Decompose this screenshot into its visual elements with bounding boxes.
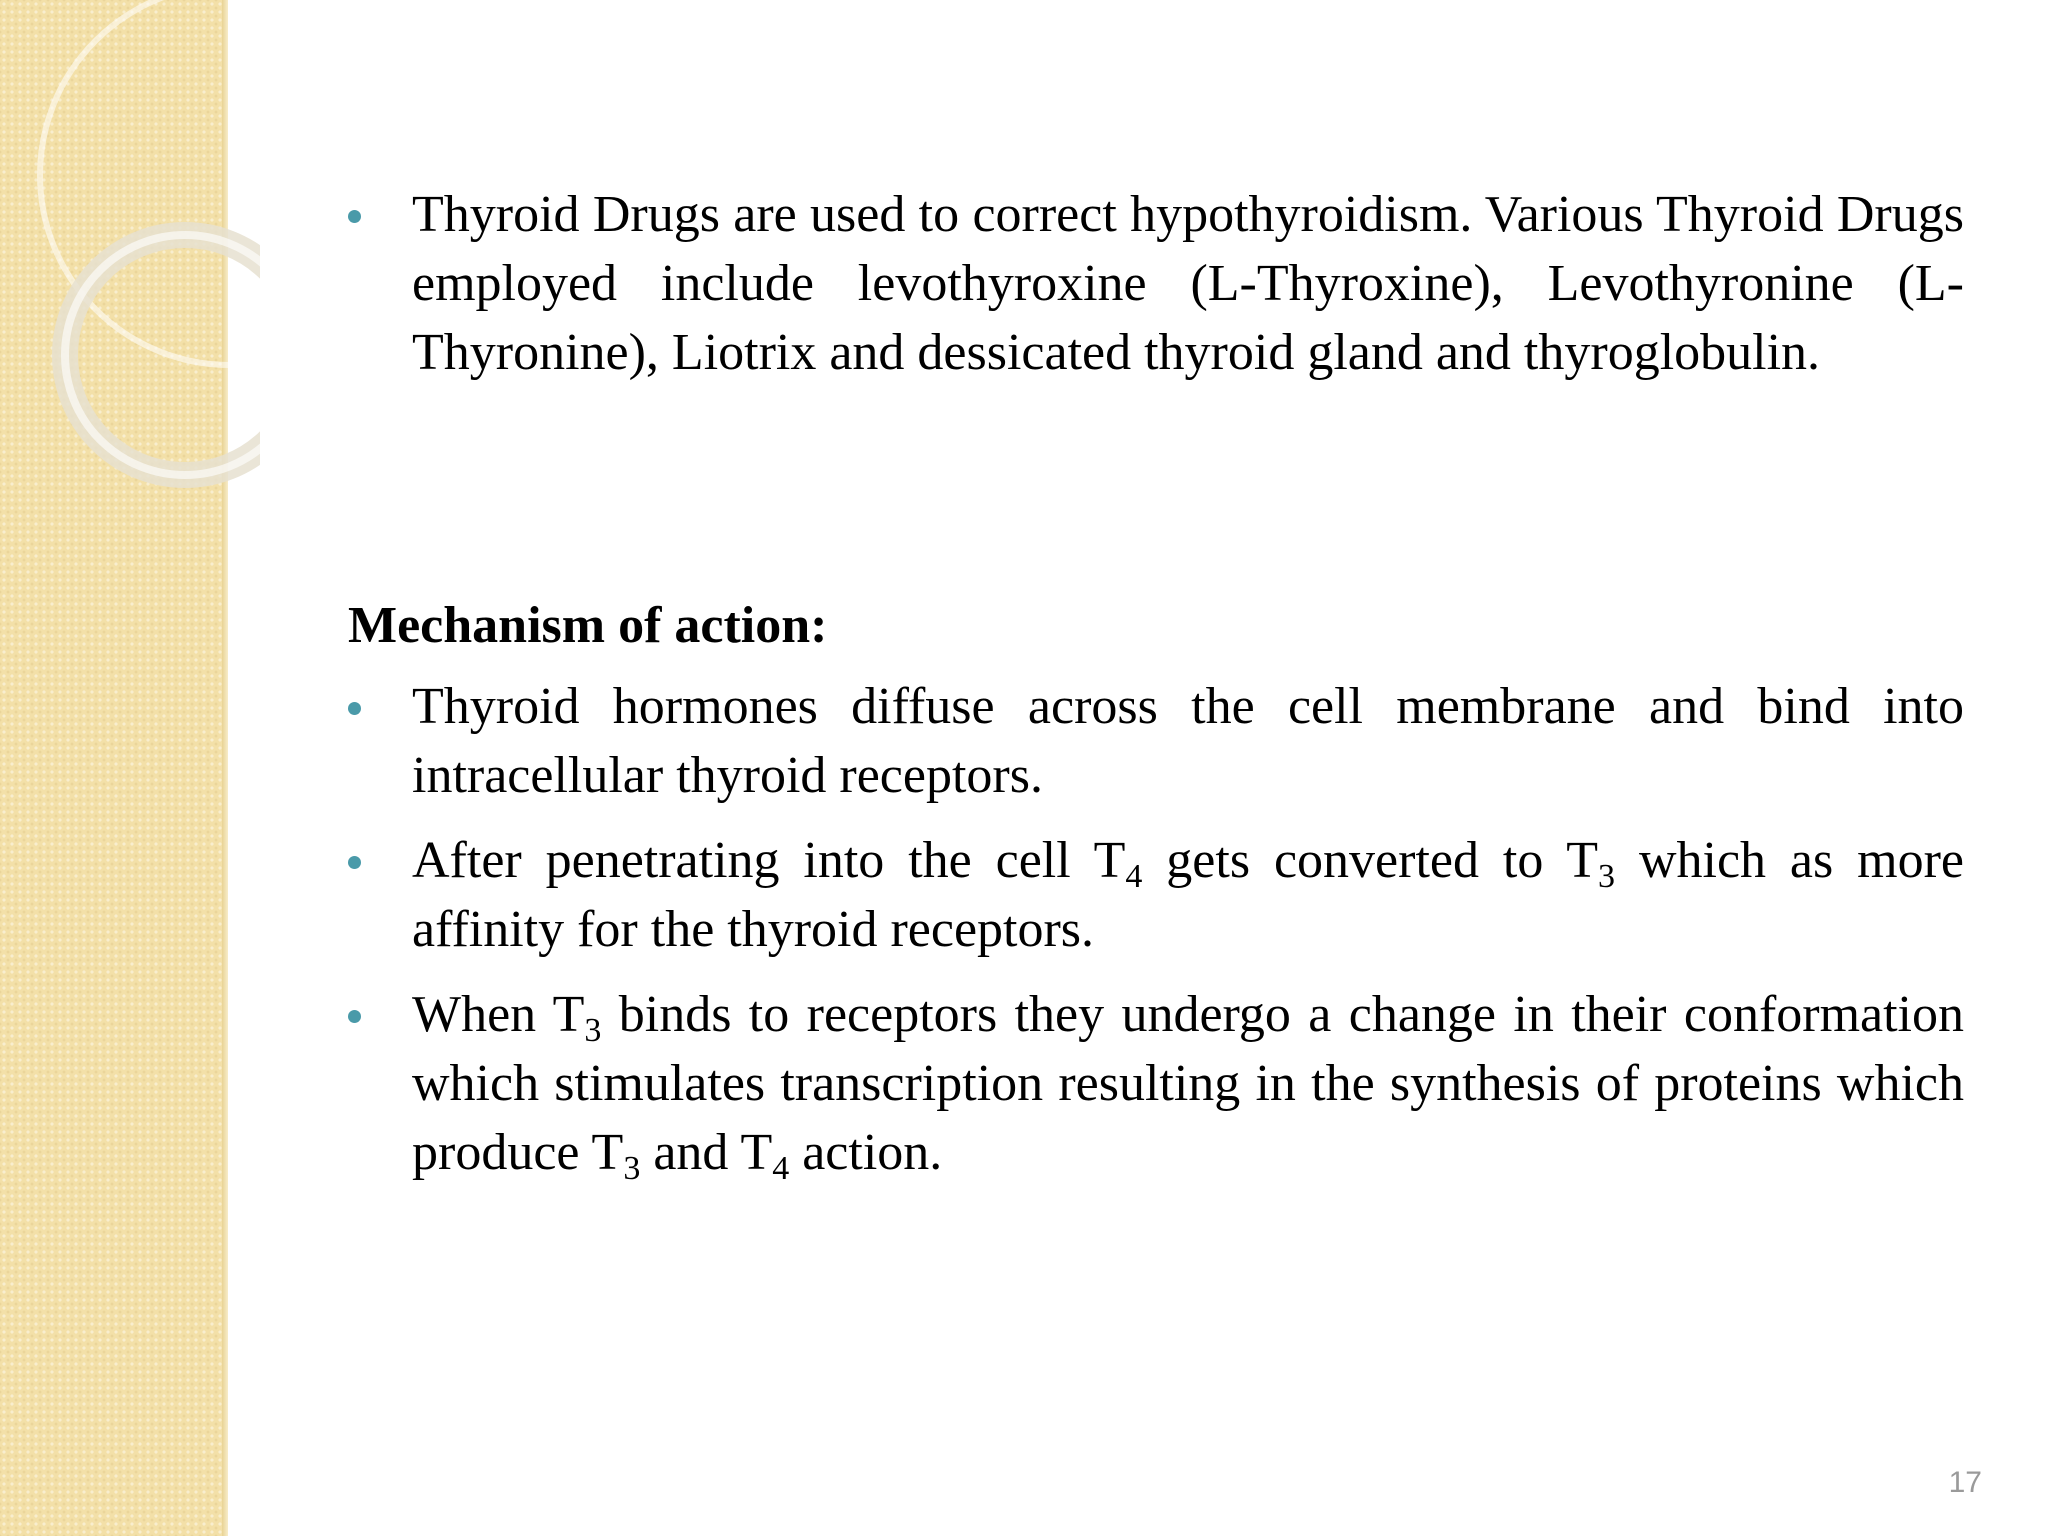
mechanism-bullet-2 [348, 826, 1964, 964]
mechanism-bullet-3-part-4: action. [789, 1124, 943, 1181]
mechanism-bullet-2-part-3: which as more affinity for the thyroid receptors. [412, 832, 1964, 958]
subscript-three: 3 [623, 1150, 641, 1187]
bullet-dot-icon [348, 1010, 361, 1023]
bullet-dot-icon [348, 702, 361, 715]
subscript-three: 3 [584, 1012, 602, 1049]
mechanism-bullet-3-part-3: and T [640, 1124, 773, 1181]
mechanism-bullet-3-part-2: binds to receptors they undergo a change in their conformation which stimulates transcription resulting in the synthesis of proteins which produce T [412, 986, 1965, 1181]
bullet-dot-icon [348, 210, 361, 223]
slide-content [348, 180, 1964, 1187]
mechanism-bullet-1 [348, 672, 1964, 810]
intro-bullet-text: Thyroid Drugs are used to correct hypothyroidism. Various Thyroid Drugs employed include levothyroxine (L-Thyroxine), Levothyronine (L-Thyronine), Liotrix and dessicated thyroid gland and thyroglobulin. [412, 186, 1964, 381]
subscript-four: 4 [1125, 858, 1143, 895]
section-heading: Mechanism of action: [348, 597, 828, 654]
decorative-rings [0, 0, 260, 520]
mechanism-bullet-3 [348, 980, 1964, 1187]
intro-bullet [348, 180, 1964, 387]
mechanism-bullet-2-part-2: gets converted to T [1142, 832, 1599, 889]
bullet-dot-icon [348, 856, 361, 869]
mechanism-bullet-2-part-1: After penetrating into the cell T [412, 832, 1126, 889]
mechanism-bullet-1-text: Thyroid hormones diffuse across the cell membrane and bind into intracellular thyroid receptors. [412, 678, 1964, 804]
mechanism-bullet-3-part-1: When T [412, 986, 585, 1043]
subscript-three: 3 [1598, 858, 1616, 895]
page-number: 17 [1948, 1466, 1982, 1499]
subscript-four: 4 [772, 1150, 790, 1187]
